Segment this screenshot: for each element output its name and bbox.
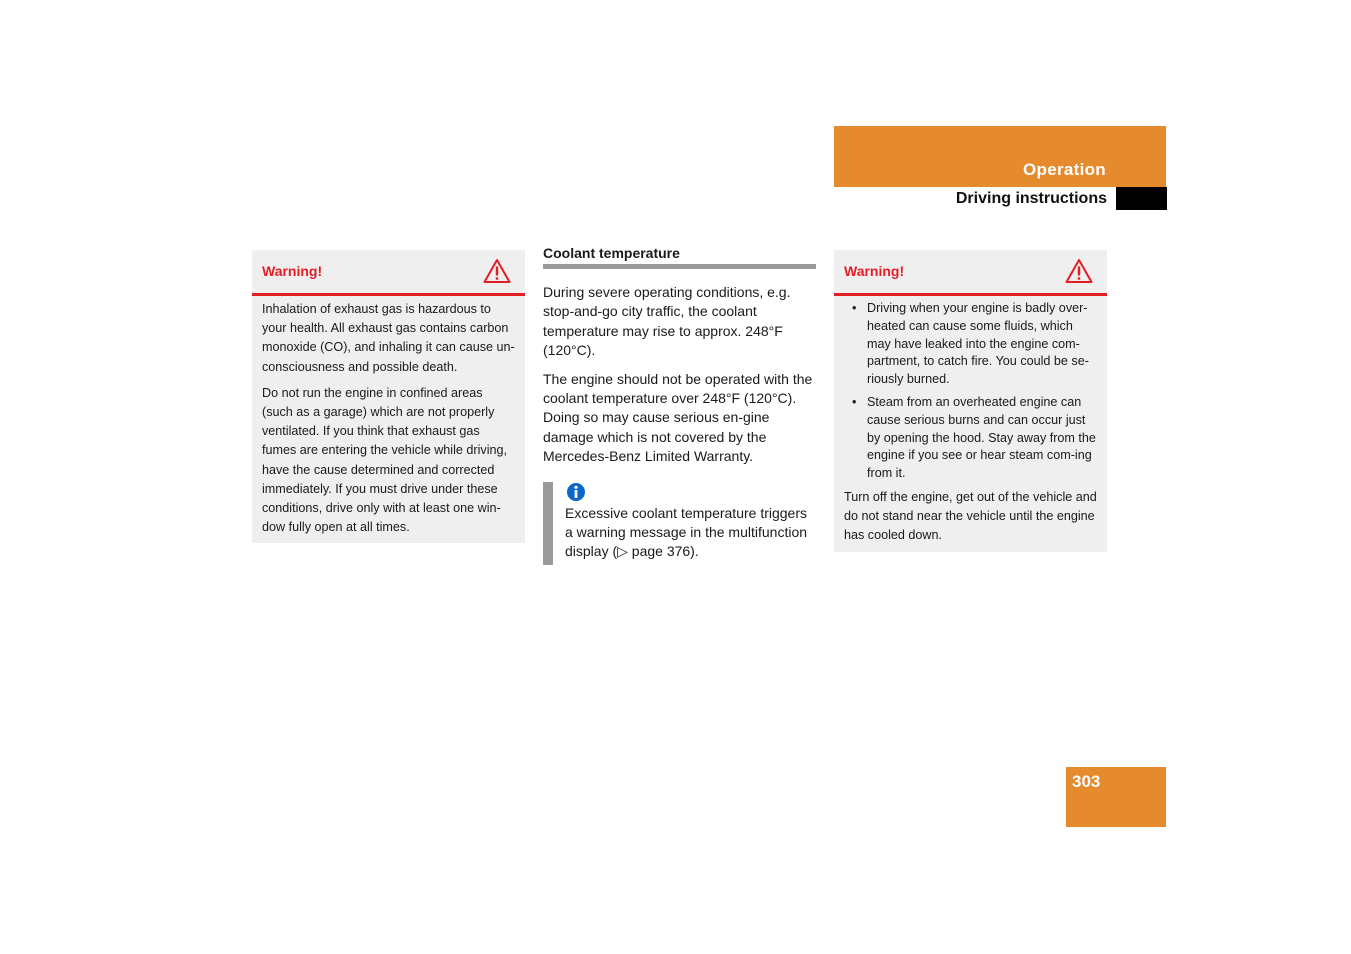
section-marker-tab	[1116, 187, 1167, 210]
warning-header	[834, 250, 1107, 296]
warning-paragraph: Do not run the engine in confined areas (such as a garage) which are not properly ventilated. If you think that exhaust gas fumes are entering the vehicle while driving, have the cause determined and corrected immediately. If you must drive under these conditions, drive only with at least one win-dow fully open at all times.	[262, 385, 508, 535]
section-title: Operation	[1023, 160, 1106, 179]
body-paragraph: During severe operating conditions, e.g. stop-and-go city traffic, the coolant temperature may rise to approx. 248°F (120°C).	[543, 284, 791, 359]
warning-header	[252, 250, 525, 296]
info-note	[543, 482, 816, 565]
heading-rule	[543, 264, 816, 269]
subsection-title: Driving instructions	[955, 190, 1107, 207]
info-text: Excessive coolant temperature triggers a warning message in the multifunction display (▷ page 376).	[565, 504, 808, 560]
warning-body	[834, 296, 1107, 561]
info-icon	[566, 482, 586, 502]
warning-paragraph: Turn off the engine, get out of the vehicle and do not stand near the vehicle until the engine has cooled down.	[844, 489, 1097, 543]
page-number: 303	[1072, 772, 1101, 791]
list-item: • Driving when your engine is badly over-heated can cause some fluids, which may have leaked into the engine com-partment, to catch fire. You could be se-riously burned.	[844, 300, 1097, 389]
section-heading: Coolant temperature	[543, 245, 680, 261]
warning-box-exhaust	[252, 250, 525, 543]
warning-bullet-list	[844, 300, 1097, 483]
info-bar	[543, 482, 553, 565]
warning-triangle-icon	[1065, 258, 1093, 284]
page-number-box	[1066, 767, 1166, 827]
body-paragraph: The engine should not be operated with the coolant temperature over 248°F (120°C). Doing so may cause serious en-gine damage which is not covered by the Mercedes-Benz Limited Warranty.	[543, 370, 813, 465]
warning-triangle-icon	[483, 258, 511, 284]
warning-body	[252, 296, 525, 552]
list-item: • Steam from an overheated engine can cause serious burns and can occur just by opening the hood. Stay away from the engine if you see or hear steam com-ing from it.	[844, 394, 1097, 483]
section-header-bar	[834, 126, 1166, 187]
coolant-temperature-section	[543, 245, 816, 565]
warning-box-overheating	[834, 250, 1107, 552]
warning-title: Warning!	[844, 263, 905, 279]
warning-title: Warning!	[262, 263, 323, 279]
warning-paragraph: Inhalation of exhaust gas is hazardous to your health. All exhaust gas contains carbon monoxide (CO), and inhaling it can cause un-consciousness and possible death.	[262, 302, 515, 374]
